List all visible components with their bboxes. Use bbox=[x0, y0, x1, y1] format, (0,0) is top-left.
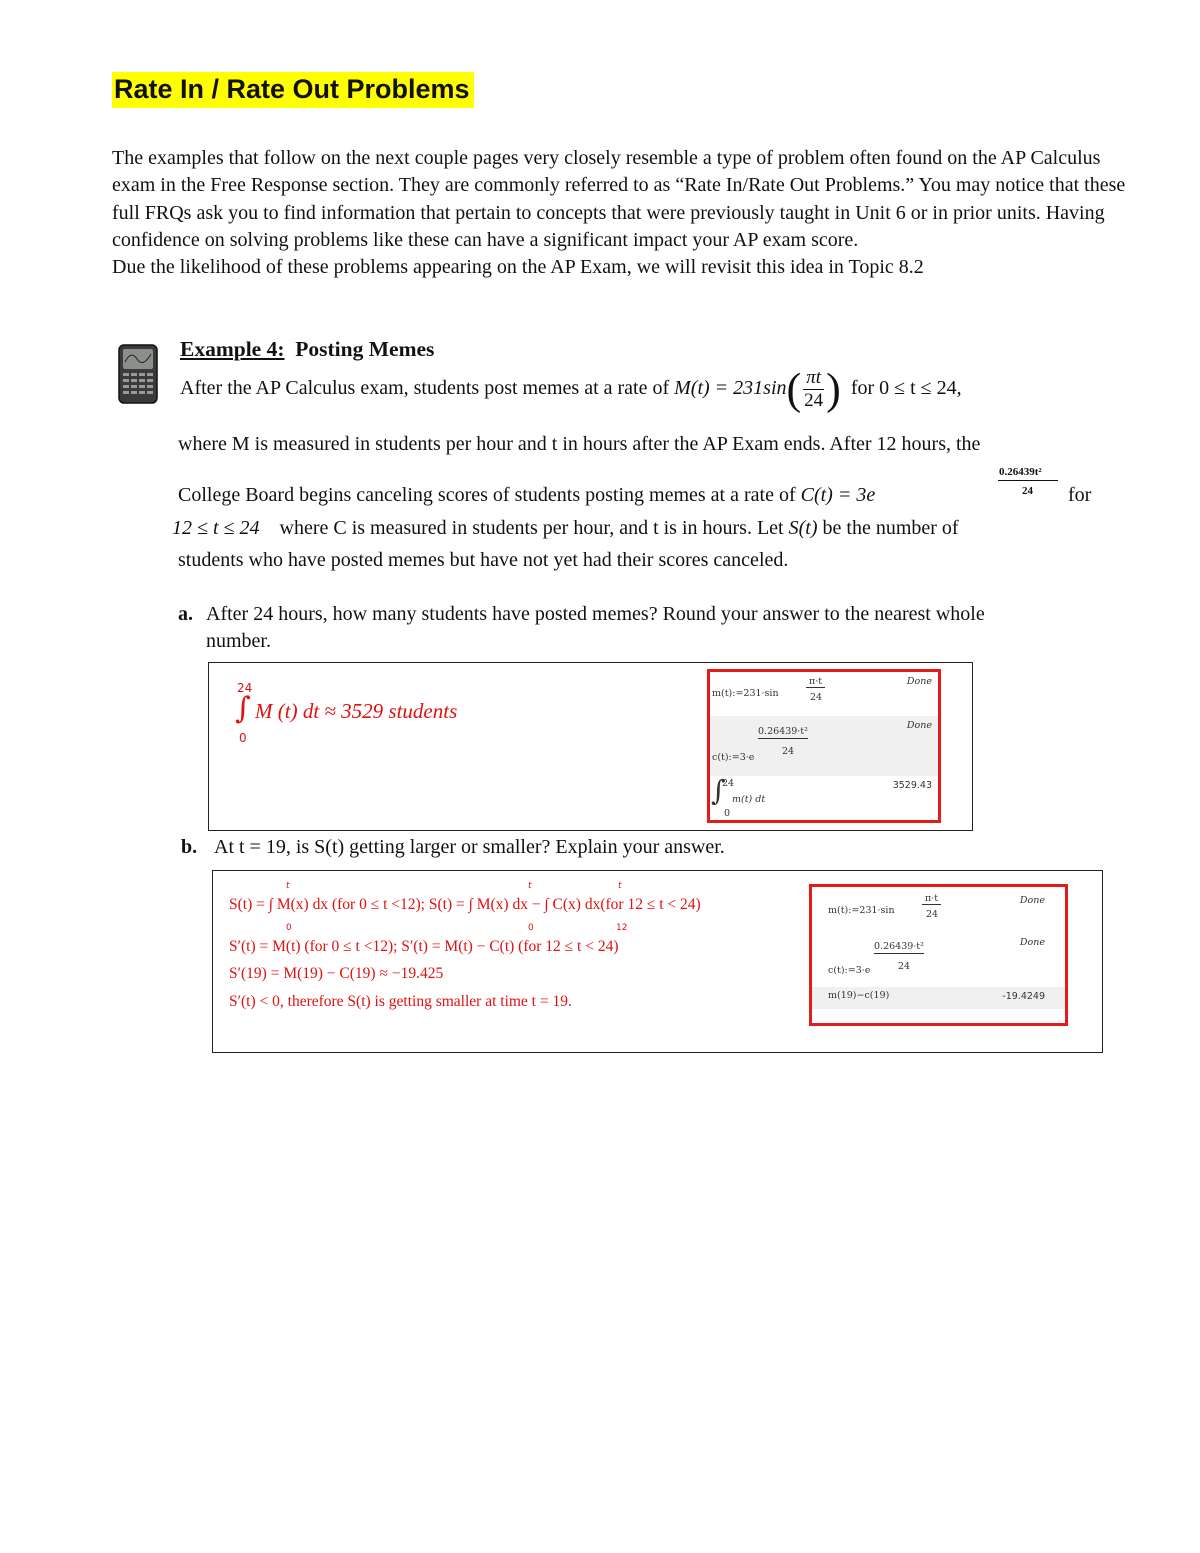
a-calculator-screenshot bbox=[707, 669, 941, 823]
b-answer-line-1: S(t) = ∫ M(x) dx (for 0 ≤ t <12); S(t) = ∫ M(x) dx − ∫ C(x) dx(for 12 ≤ t < 24) bbox=[229, 896, 701, 913]
m-fraction: $\frac{\pi t}{24}$ bbox=[804, 367, 824, 411]
s-function: S(t) bbox=[788, 517, 818, 539]
a-upper-limit: 24 bbox=[237, 681, 253, 695]
example-name: Posting Memes bbox=[295, 337, 435, 361]
example-line-5: students who have posted memes but have not yet had their scores canceled. bbox=[178, 549, 789, 571]
a-calc-row-3: ∫ 24 0 m(t) dt 3529.43 bbox=[711, 774, 932, 819]
b-answer-line-2: S′(t) = M(t) (for 0 ≤ t <12); S′(t) = M(t) − C(t) (for 12 ≤ t < 24) bbox=[229, 938, 619, 955]
b-answer-line-3: S′(19) = M(19) − C(19) ≈ −19.425 bbox=[229, 965, 444, 982]
c-definition: C(t) = 3e bbox=[800, 484, 876, 506]
example-line-3 bbox=[178, 484, 875, 507]
page-title: Rate In / Rate Out Problems bbox=[112, 72, 474, 108]
b-calculator-screenshot bbox=[809, 884, 1068, 1026]
b-answer-line-4: S′(t) < 0, therefore S(t) is getting smaller at time t = 19. bbox=[229, 993, 572, 1010]
c-domain: 12 ≤ t ≤ 24 bbox=[172, 517, 260, 539]
intro-text bbox=[112, 145, 1132, 281]
calculator-icon bbox=[118, 344, 158, 404]
rate-in-text: After the AP Calculus exam, students post memes at a rate of bbox=[180, 377, 670, 400]
c-exponent-bar bbox=[998, 480, 1058, 481]
c-exponent-numerator: 0.26439t² bbox=[999, 466, 1042, 478]
example-line-2: where M is measured in students per hour and t in hours after the AP Exam ends. After 12 hours, the bbox=[178, 433, 981, 455]
b-calc-row-2: 0.26439·t² 24 c(t):=3·e Done bbox=[828, 937, 1045, 976]
c-for: for bbox=[1068, 484, 1092, 506]
m-domain: for 0 ≤ t ≤ 24, bbox=[850, 377, 962, 400]
intro-paragraph-1: The examples that follow on the next couple pages very closely resemble a type of problem often found on the AP Calculus exam in the Free Response section. They are commonly referred to as “Rate In/Rate Out Problems.” You may notice that these full FRQs ask you to find information that pertain to concepts that were previously taught in Unit 6 or in prior units. Having confidence on solving problems like these can have a significant impact your AP exam score. bbox=[112, 147, 1126, 251]
part-b-question: At t = 19, is S(t) getting larger or smaller? Explain your answer. bbox=[214, 836, 725, 858]
part-b-answer-box: t 0 t 0 t 12 S(t) = ∫ M(x) dx (for 0 ≤ t <12); S(t) = ∫ M(x) dx − ∫ C(x) dx(for 12 ≤ t < 24) S′(t) = M(t) (for 0 ≤ t <12); S′(t) = M(t) − C(t) (for 12 ≤ t < 24) S′(19) = M(19) − C(19) ≈ −19.425 S′(t) < 0, therefore S(t) is getting smaller at time t = 19. m(t):=231·sin π·t 24 Done 0.26439·t² 24 c(t):=3·e Done m(19)−c(19) -19.4249 bbox=[212, 870, 1103, 1053]
a-answer: M (t) dt ≈ 3529 students bbox=[255, 699, 458, 723]
s-description: be the number of bbox=[822, 517, 959, 539]
a-calc-row-2: 0.26439·t² 24 c(t):=3·e Done bbox=[710, 716, 938, 776]
a-integral-sign: ∫ bbox=[235, 691, 251, 726]
example-heading bbox=[180, 337, 434, 362]
part-a-answer-box bbox=[208, 662, 973, 831]
rate-out-text: College Board begins canceling scores of students posting memes at a rate of bbox=[178, 484, 796, 506]
example-label: Example 4: bbox=[180, 337, 285, 361]
example-line-4 bbox=[172, 517, 959, 540]
part-b-label: b. bbox=[181, 836, 198, 858]
intro-paragraph-2: Due the likelihood of these problems appearing on the AP Exam, we will revisit this idea in Topic 8.2 bbox=[112, 256, 924, 279]
b-calc-row-1: m(t):=231·sin π·t 24 Done bbox=[828, 893, 1045, 920]
part-a-label: a. bbox=[178, 603, 193, 625]
c-exponent-denominator: 24 bbox=[1022, 485, 1033, 497]
b-calc-row-3: m(19)−c(19) -19.4249 bbox=[812, 987, 1065, 1009]
m-definition: M(t) = 231sin bbox=[674, 377, 787, 400]
part-a-question-1: After 24 hours, how many students have posted memes? Round your answer to the nearest whole bbox=[206, 603, 985, 625]
c-units-text: where C is measured in students per hour, and t is in hours. Let bbox=[279, 517, 784, 539]
example-line-1: After the AP Calculus exam, students post memes at a rate of M(t) = 231sin( $\frac{\pi t}{24}$ ) for 0 ≤ t ≤ 24, bbox=[180, 364, 962, 414]
a-calc-row-1: m(t):=231·sin π·t 24 Done bbox=[712, 676, 932, 703]
part-a-question-2: number. bbox=[206, 630, 271, 652]
a-lower-limit: 0 bbox=[239, 731, 247, 745]
